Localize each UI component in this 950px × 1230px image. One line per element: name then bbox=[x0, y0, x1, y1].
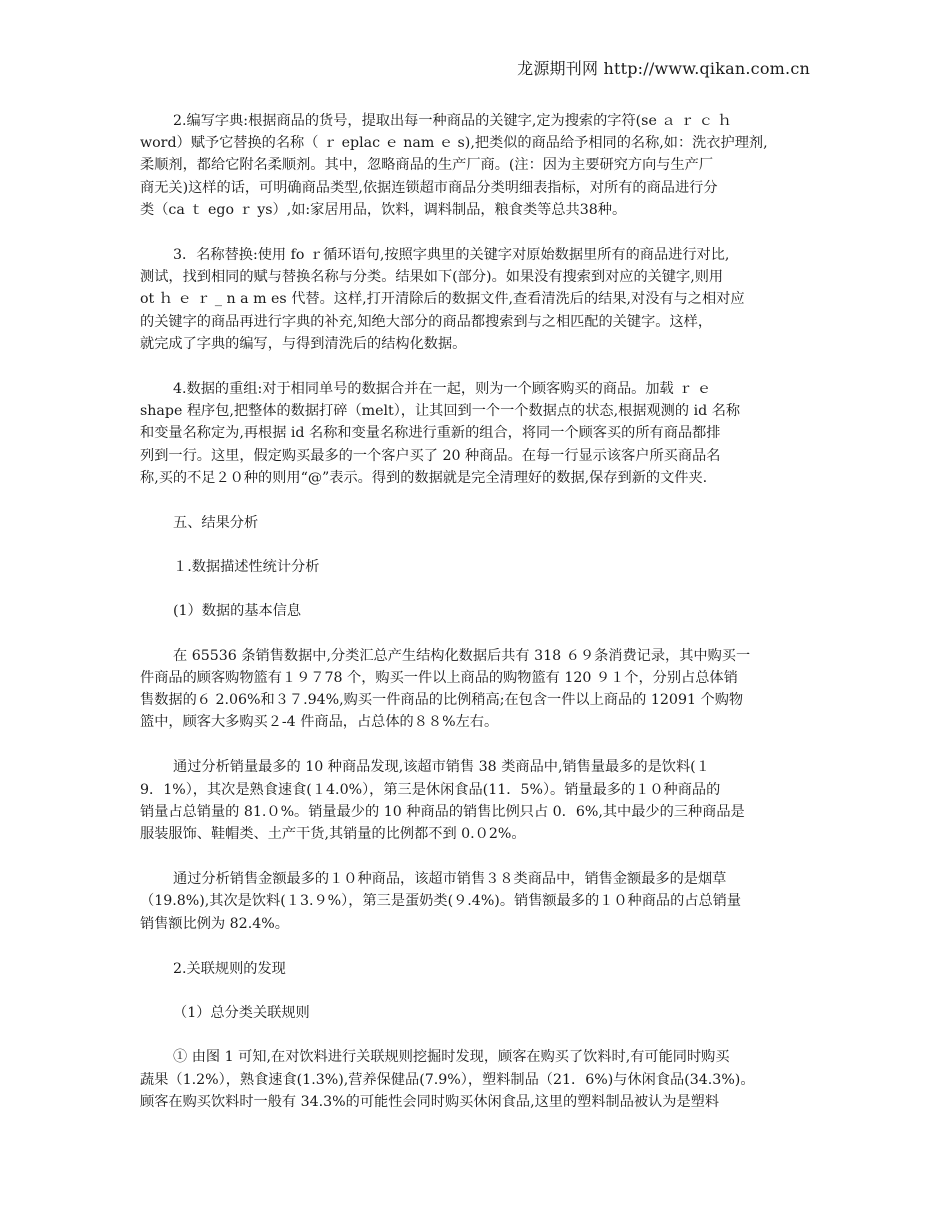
paragraph-line: 蔬果（1.2%），熟食速食(1.3%),营养保健品(7.9%），塑料制品（21．6%)与休闲食品(34.3%)。 bbox=[140, 1071, 755, 1088]
paragraph-line: （19.8%),其次是饮料(１3.９%），第三是蛋奶类(９.4%)。销售额最多的１０种商品的占总销量 bbox=[140, 893, 742, 910]
body-paragraph bbox=[140, 645, 812, 734]
paragraph-line: 通过分析销售金额最多的１０种商品，该超市销售３８类商品中，销售金额最多的是烟草 bbox=[173, 871, 727, 888]
paragraph-line: 就完成了字典的编写，与得到清洗后的结构化数据。 bbox=[140, 335, 467, 352]
section-heading: （1）总分类关联规则 bbox=[173, 1005, 310, 1022]
paragraph-line: 件商品的顾客购物篮有１９７78 个，购买一件以上商品的购物篮有 120 ９１个，分别占总体销 bbox=[140, 669, 738, 686]
paragraph-line: 2.编写字典:根据商品的货号，提取出每一种商品的关键字,定为搜索的字符(se ａ ｒ ｃ ｈ bbox=[173, 113, 732, 129]
article-body bbox=[140, 110, 812, 1136]
paragraph-line: 柔顺剂，都给它附名柔顺剂。其中，忽略商品的生产厂商。(注：因为主要研究方向与生产厂 bbox=[140, 157, 714, 174]
paragraph-line: 通过分析销量最多的 10 种商品发现,该超市销售 38 类商品中,销售量最多的是饮料(１ bbox=[173, 759, 710, 776]
paragraph-line: shape 程序包,把整体的数据打碎（melt），让其回到一个一个数据点的状态,根据观测的 id 名称 bbox=[140, 403, 741, 420]
section-heading: (1）数据的基本信息 bbox=[173, 603, 302, 620]
section-heading: １.数据描述性统计分析 bbox=[173, 559, 320, 576]
body-paragraph bbox=[140, 378, 812, 489]
paragraph-line: 4.数据的重组:对于相同单号的数据合并在一起，则为一个顾客购买的商品。加载 ｒ ｅ bbox=[173, 381, 712, 398]
paragraph-line: ot ｈ ｅ ｒ _ n a m es 代替。这样,打开清除后的数据文件,查看清洗后的结果,对没有与之相对应 bbox=[140, 291, 745, 308]
body-paragraph bbox=[140, 110, 812, 221]
paragraph-line: 服装服饰、鞋帽类、土产干货,其销量的比例都不到 0.０2%。 bbox=[140, 826, 526, 843]
paragraph-line: 销售额比例为 82.4%。 bbox=[140, 915, 289, 932]
paragraph-line: ① 由图 1 可知,在对饮料进行关联规则挖掘时发现，顾客在购买了饮料时,有可能同时购买 bbox=[173, 1049, 730, 1066]
paragraph-line: 类（ca ｔ ego ｒ ys）,如:家居用品，饮料，调料制品，粮食类等总共38种。 bbox=[140, 201, 627, 218]
body-paragraph bbox=[140, 756, 812, 845]
paragraph-line: 售数据的６ 2.06%和３７.94%,购买一件商品的比例稍高;在包含一件以上商品的 12091 个购物 bbox=[140, 692, 744, 709]
paragraph-line: 销量占总销量的 81.０%。销量最少的 10 种商品的销售比例只占 0．6%,其中最少的三种商品是 bbox=[140, 803, 745, 820]
paragraph-line: 的关键字的商品再进行字典的补充,知绝大部分的商品都搜索到与之相匹配的关键字。这样， bbox=[140, 313, 713, 330]
paragraph-line: 和变量名称定为,再根据 id 名称和变量名称进行重新的组合，将同一个顾客买的所有商品都排 bbox=[140, 425, 721, 442]
body-paragraph bbox=[140, 244, 812, 355]
paragraph-line: 篮中，顾客大多购买２-4 件商品，占总体的８８%左右。 bbox=[140, 714, 499, 731]
body-paragraph bbox=[140, 1046, 812, 1113]
paragraph-line: 在 65536 条销售数据中,分类汇总产生结构化数据后共有 318 ６９条消费记录，其中购买一 bbox=[173, 647, 751, 664]
paragraph-line: 商无关)这样的话，可明确商品类型,依据连锁超市商品分类明细表指标，对所有的商品进行分 bbox=[140, 179, 718, 196]
paragraph-line: word）赋予它替换的名称（ ｒ eplac ｅ nam ｅ s),把类似的商品给予相同的名称,如：洗衣护理剂, bbox=[140, 135, 768, 152]
paragraph-line: 列到一行。这里，假定购买最多的一个客户买了 20 种商品。在每一行显示该客户所买商品名 bbox=[140, 447, 721, 464]
paragraph-line: 测试，找到相同的赋与替换名称与分类。结果如下(部分)。如果没有搜索到对应的关键字,则用 bbox=[140, 269, 724, 286]
paragraph-line: 9．1%），其次是熟食速食(１4.0%），第三是休闲食品(11．5%）。销量最多的１０种商品的 bbox=[140, 781, 721, 798]
body-paragraph bbox=[140, 868, 812, 935]
paragraph-line: 称,买的不足２０种的则用“@”表示。得到的数据就是完全清理好的数据,保存到新的文件夹. bbox=[140, 469, 708, 486]
section-heading: 2.关联规则的发现 bbox=[173, 960, 286, 977]
section-heading: 五、结果分析 bbox=[173, 515, 259, 532]
page-header: 龙源期刊网 http://www.qikan.com.cn bbox=[517, 59, 810, 78]
paragraph-line: 顾客在购买饮料时一般有 34.3%的可能性会同时购买休闲食品,这里的塑料制品被认为是塑料 bbox=[140, 1093, 720, 1110]
paragraph-line: 3．名称替换:使用 fo ｒ循环语句,按照字典里的关键字对原始数据里所有的商品进行对比, bbox=[173, 247, 730, 264]
